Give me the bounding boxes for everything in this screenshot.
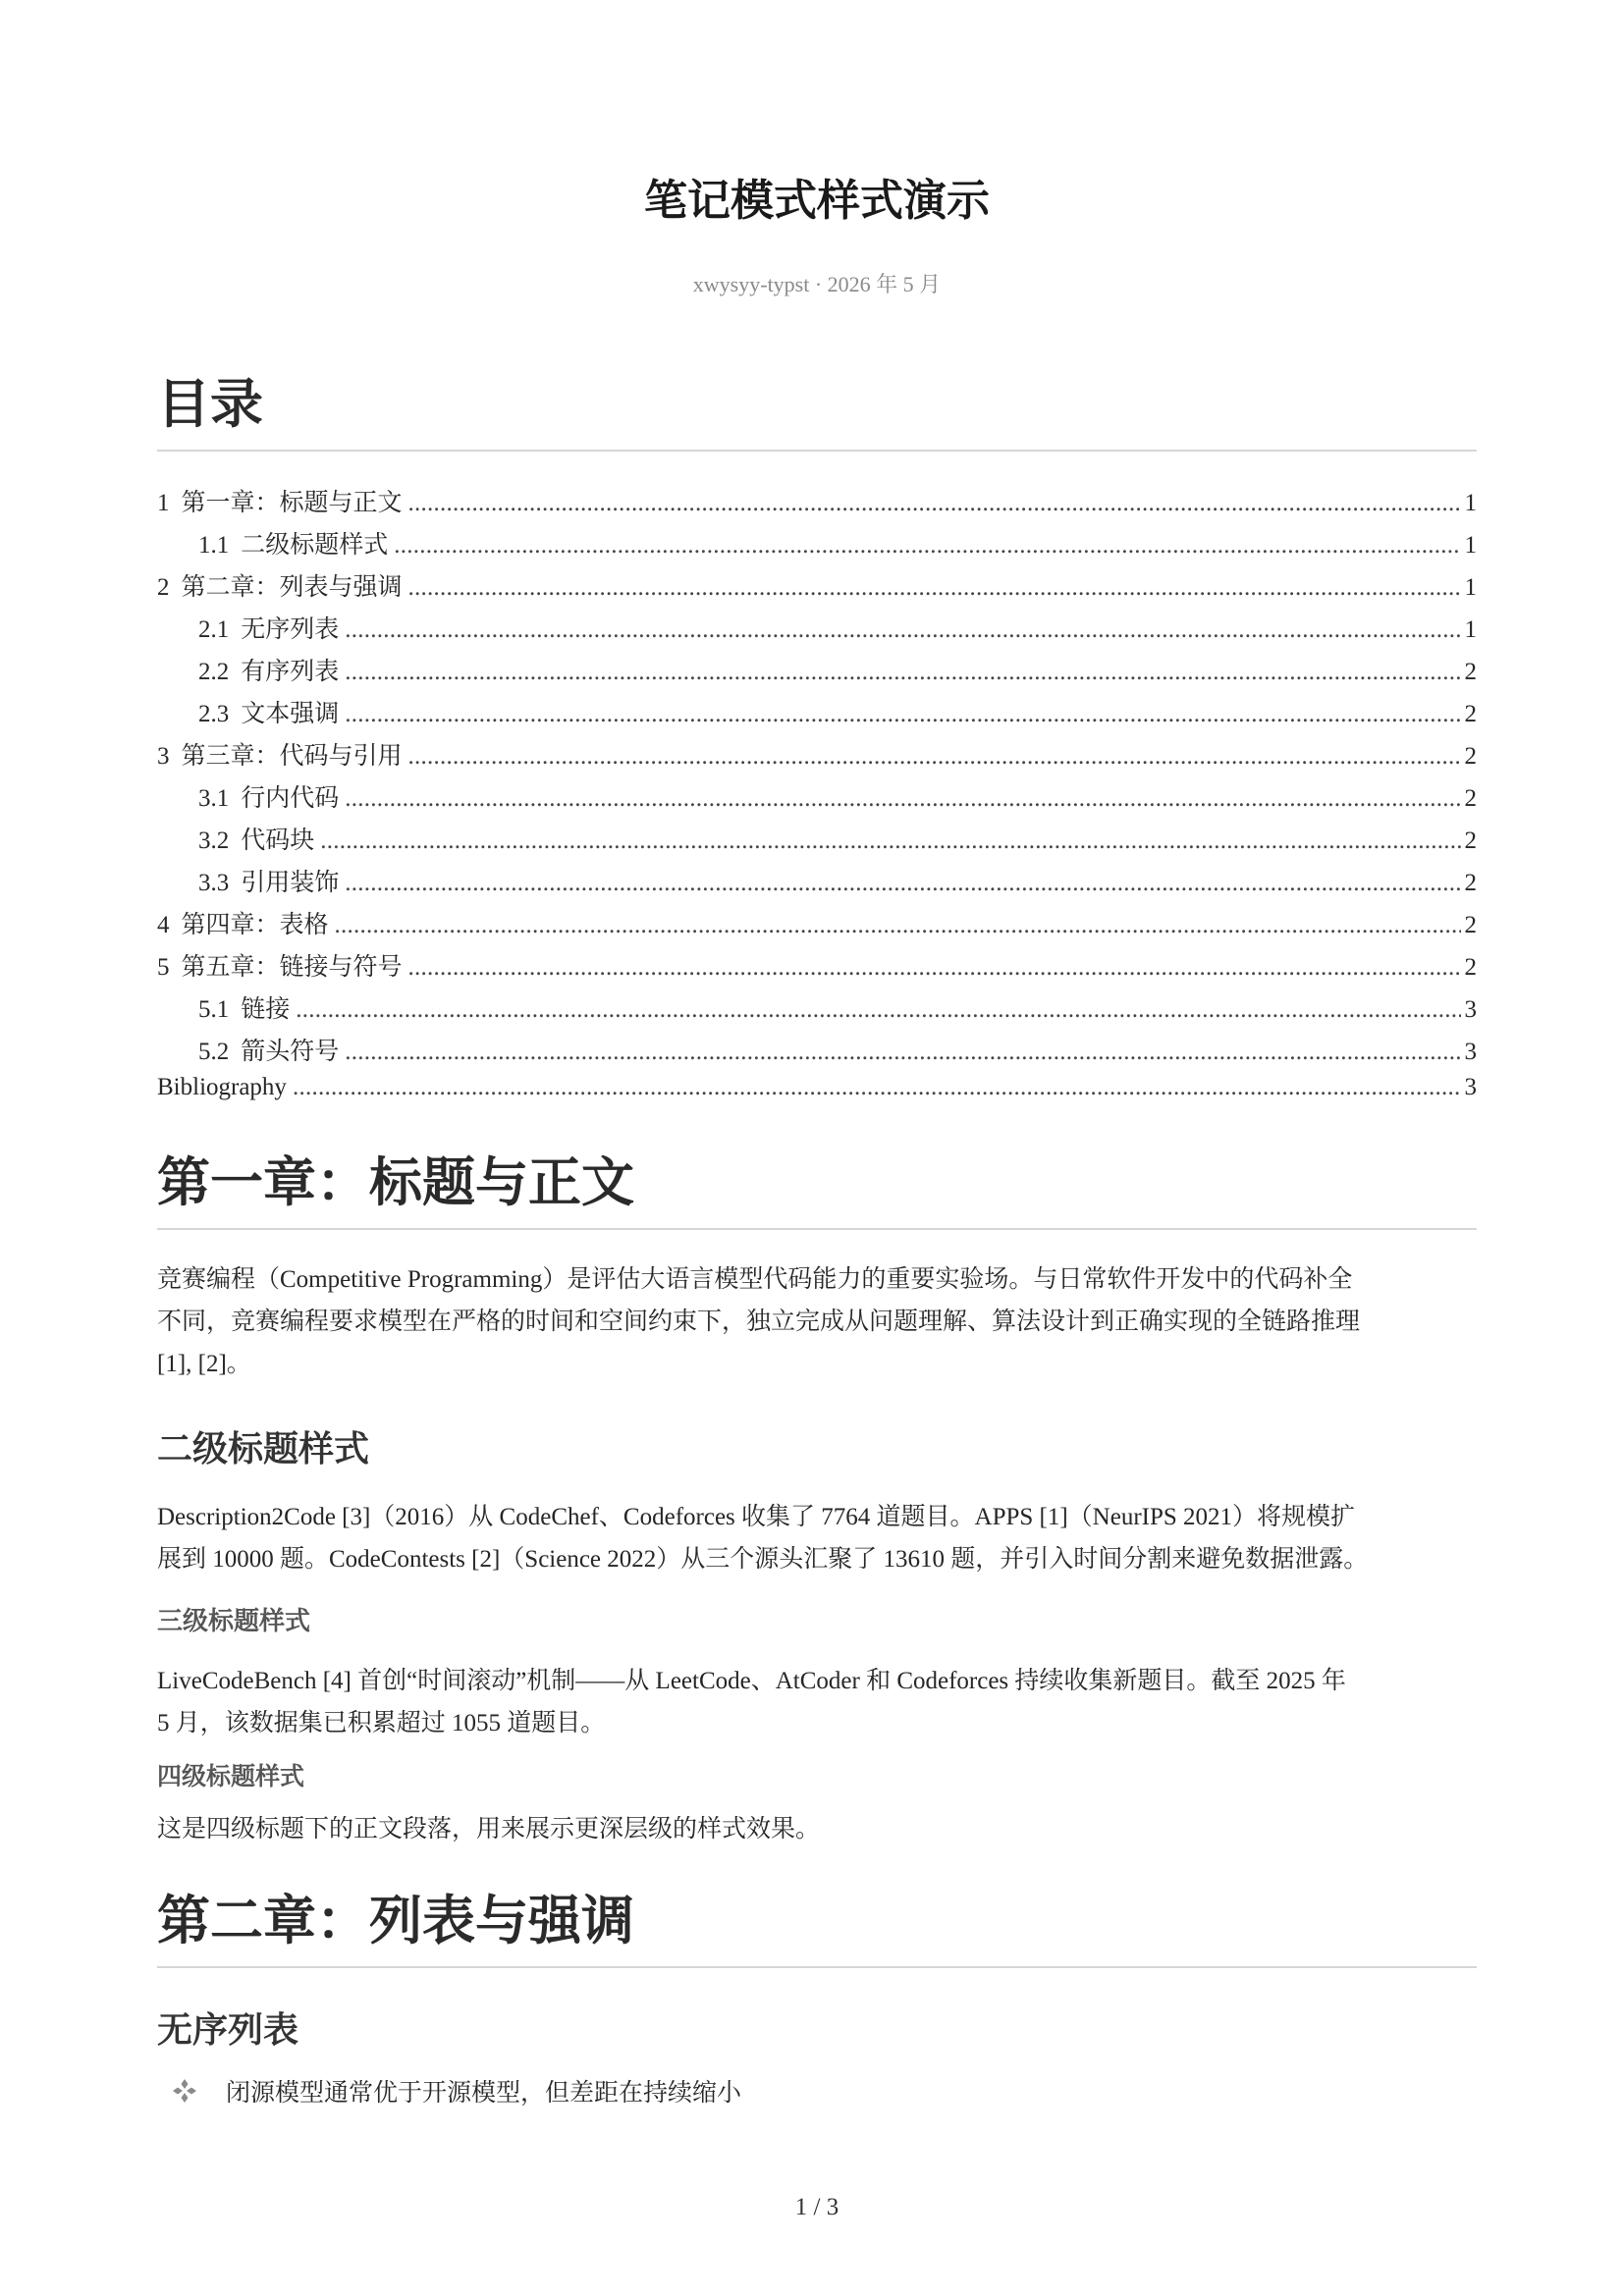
section-h4-heading: 四级标题样式: [157, 1764, 305, 1790]
toc-entry[interactable]: [157, 525, 1477, 567]
toc-leader-dots: [394, 532, 1460, 560]
toc-entry[interactable]: [157, 778, 1477, 821]
section-h3-line1: LiveCodeBench [4] 首创“时间滚动”机制——从 LeetCode、AtCoder 和 Codeforces 持续收集新题目。截至 2025 年: [157, 1668, 1346, 1694]
toc-leader-dots: [335, 912, 1461, 939]
chapter1-paragraph: [157, 1258, 1477, 1385]
section-h3-line2: 5 月，该数据集已积累超过 1055 道题目。: [157, 1710, 606, 1736]
toc-entry-label: 引用装饰: [241, 870, 340, 896]
section-2-1-heading: 无序列表: [157, 2010, 299, 2050]
toc-entry[interactable]: [157, 1032, 1477, 1074]
toc-entry-label: 文本强调: [241, 701, 340, 727]
document-meta: xwysyy-typst · 2026 年 5 月: [692, 272, 942, 296]
toc-entry-label: 第五章：链接与符号: [181, 954, 403, 981]
chapter2-heading: 第二章：列表与强调: [157, 1893, 1477, 1968]
toc-entry[interactable]: [157, 610, 1477, 652]
section-h4-paragraph: [157, 1808, 1477, 1850]
toc-entry-page: 3: [1464, 996, 1477, 1023]
toc-entry-page: 2: [1464, 912, 1477, 938]
section-1-1-paragraph: [157, 1496, 1477, 1580]
toc-leader-dots: [408, 743, 1461, 771]
toc-entry[interactable]: [157, 821, 1477, 863]
section-h3-paragraph: [157, 1660, 1477, 1744]
toc-entry-page: 1: [1464, 616, 1477, 643]
toc-entry-label: 代码块: [241, 828, 315, 854]
toc-leader-dots: [320, 828, 1460, 855]
toc-entry-page: 2: [1464, 954, 1477, 981]
toc-entry[interactable]: [157, 694, 1477, 736]
toc-entry-number: 5.1: [198, 996, 230, 1023]
toc-entry-number: 4: [157, 912, 170, 938]
toc-entry-number: 2: [157, 574, 170, 601]
toc-entry-label: Bibliography: [157, 1074, 287, 1100]
toc-leader-dots: [345, 701, 1460, 728]
section-h4-line: 这是四级标题下的正文段落，用来展示更深层级的样式效果。: [157, 1816, 821, 1842]
toc-entry[interactable]: [157, 483, 1477, 525]
toc-entry-number: 1: [157, 490, 170, 516]
toc-entry-page: 3: [1464, 1039, 1477, 1065]
list-item: [157, 2073, 741, 2109]
toc-leader-dots: [345, 870, 1460, 897]
toc-entry-label: 无序列表: [241, 616, 340, 643]
toc-entry-label: 箭头符号: [241, 1039, 340, 1065]
toc-entry-label: 第二章：列表与强调: [181, 574, 403, 601]
toc-entry-label: 第三章：代码与引用: [181, 743, 403, 770]
toc-entry[interactable]: [157, 652, 1477, 694]
toc-entry-number: 3: [157, 743, 170, 770]
section-h3-heading: 三级标题样式: [157, 1607, 311, 1635]
toc-entry-number: 1.1: [198, 532, 230, 559]
toc-entry-label: 第一章：标题与正文: [181, 490, 403, 516]
toc-entry-number: 2.1: [198, 616, 230, 643]
toc-entry-number: 5: [157, 954, 170, 981]
section-1-1-line1: Description2Code [3]（2016）从 CodeChef、Codeforces 收集了 7764 道题目。APPS [1]（NeurIPS 2021）将规模扩: [157, 1504, 1356, 1530]
toc-entry-number: 3.3: [198, 870, 230, 896]
page: [157, 0, 1477, 2296]
toc-entry-label: 第四章：表格: [181, 912, 329, 938]
chapter1-heading: 第一章：标题与正文: [157, 1154, 1477, 1230]
toc-entry[interactable]: [157, 989, 1477, 1032]
toc-leader-dots: [408, 490, 1461, 517]
toc-entry-number: 5.2: [198, 1039, 230, 1065]
document-title: 笔记模式样式演示: [644, 177, 990, 225]
chapter1-para-line2: 不同，竞赛编程要求模型在严格的时间和空间约束下，独立完成从问题理解、算法设计到正确实现的全链路推理: [157, 1308, 1361, 1335]
toc-entry-number: 3.1: [198, 785, 230, 812]
toc-entry-label: 链接: [241, 996, 291, 1023]
toc-leader-dots: [296, 996, 1460, 1024]
chapter1-para-line3: [1], [2]。: [157, 1351, 251, 1377]
toc-leader-dots: [345, 785, 1460, 813]
toc-entry[interactable]: [157, 736, 1477, 778]
toc-leader-dots: [293, 1074, 1461, 1101]
section-1-1-line2: 展到 10000 题。CodeContests [2]（Science 2022）从三个源头汇聚了 13610 题，并引入时间分割来避免数据泄露。: [157, 1546, 1369, 1573]
toc-entry-page: 1: [1464, 574, 1477, 601]
toc-entry-label: 二级标题样式: [241, 532, 389, 559]
toc-leader-dots: [345, 1039, 1460, 1066]
toc-leader-dots: [345, 616, 1460, 644]
diamond-cluster-icon: [171, 2077, 198, 2105]
toc-entry-page: 1: [1464, 532, 1477, 559]
toc-entry-page: 2: [1464, 785, 1477, 812]
toc-entry-number: 2.2: [198, 659, 230, 685]
toc-entry[interactable]: [157, 1074, 1477, 1116]
toc-leader-dots: [345, 659, 1460, 686]
toc-entry-page: 2: [1464, 828, 1477, 854]
toc-entry-page: 1: [1464, 490, 1477, 516]
toc-leader-dots: [408, 574, 1461, 602]
toc-heading: 目录: [157, 376, 1477, 452]
toc-entry[interactable]: [157, 905, 1477, 947]
list-item-text: 闭源模型通常优于开源模型，但差距在持续缩小: [226, 2080, 742, 2107]
section-1-1-heading: 二级标题样式: [157, 1429, 370, 1468]
toc-leader-dots: [408, 954, 1461, 982]
chapter1-para-line1: 竞赛编程（Competitive Programming）是评估大语言模型代码能力的重要实验场。与日常软件开发中的代码补全: [157, 1266, 1353, 1293]
toc-entry-page: 2: [1464, 870, 1477, 896]
toc-entry-page: 3: [1464, 1074, 1477, 1100]
toc-entry-page: 2: [1464, 743, 1477, 770]
toc-entry-label: 有序列表: [241, 659, 340, 685]
toc-entry-page: 2: [1464, 659, 1477, 685]
toc-entry-label: 行内代码: [241, 785, 340, 812]
toc-entry[interactable]: [157, 567, 1477, 610]
page-number: 1 / 3: [794, 2194, 839, 2220]
toc-entry[interactable]: [157, 863, 1477, 905]
toc-entry-number: 2.3: [198, 701, 230, 727]
toc-entry-number: 3.2: [198, 828, 230, 854]
toc-entry-page: 2: [1464, 701, 1477, 727]
toc-entry[interactable]: [157, 947, 1477, 989]
table-of-contents: [157, 483, 1477, 1116]
